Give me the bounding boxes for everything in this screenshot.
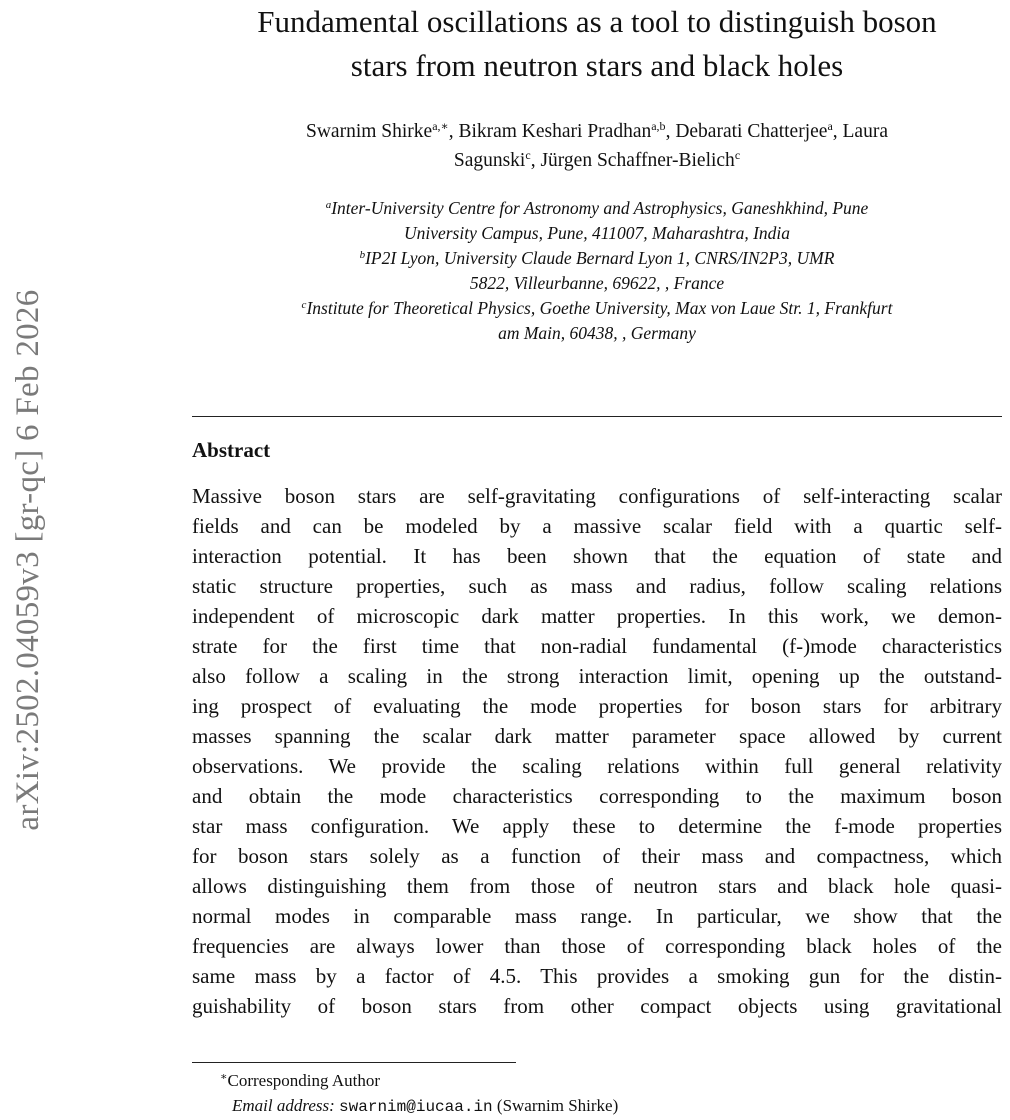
abstract-line: normal modes in comparable mass range. In particular, we show that the — [192, 904, 1002, 928]
abstract-line: same mass by a factor of 4.5. This provides a smoking gun for the distin- — [192, 964, 1002, 988]
abstract-line: star mass configuration. We apply these to determine the f-mode properties — [192, 814, 1002, 838]
author-affil-mark: a,b — [651, 119, 666, 133]
affiliation-line: Inter-University Centre for Astronomy and Astrophysics, Ganeshkhind, Pune — [331, 198, 869, 218]
affil-mark: b — [359, 249, 366, 261]
abstract-line: masses spanning the scalar dark matter parameter space allowed by current — [192, 724, 1002, 748]
email-address[interactable]: swarnim@iucaa.in — [339, 1098, 493, 1116]
author-affil-mark: c — [734, 148, 741, 162]
abstract-line: allows distinguishing them from those of neutron stars and black hole quasi- — [192, 874, 1002, 898]
abstract-line: ing prospect of evaluating the mode properties for boson stars for arbitrary — [192, 694, 1002, 718]
footnote-text: Corresponding Author — [227, 1071, 381, 1090]
abstract-line: fields and can be modeled by a massive scalar field with a quartic self- — [192, 514, 1002, 538]
abstract-line: independent of microscopic dark matter properties. In this work, we demon- — [192, 604, 1002, 628]
abstract-line: static structure properties, such as mass and radius, follow scaling relations — [192, 574, 1002, 598]
separator: , Laura — [832, 121, 888, 142]
author-name: Debarati Chatterjee — [675, 121, 828, 142]
affiliation-line: am Main, 60438, , Germany — [498, 323, 696, 343]
paper-title — [192, 0, 1002, 88]
author-name: Swarnim Shirke — [306, 121, 433, 142]
horizontal-rule — [192, 416, 1002, 417]
abstract-line: interaction potential. It has been shown that the equation of state and — [192, 544, 1002, 568]
separator: , — [448, 121, 459, 142]
author-name: Sagunski — [453, 150, 526, 171]
abstract-line: frequencies are always lower than those of corresponding black holes of the — [192, 934, 1002, 958]
author-affil-mark: a — [827, 119, 833, 133]
email-owner: (Swarnim Shirke) — [496, 1096, 619, 1115]
abstract-line: Massive boson stars are self-gravitating configurations of self-interacting scalar — [192, 484, 1002, 508]
author-list — [192, 117, 1002, 175]
separator: , — [530, 150, 541, 171]
affiliation-line: University Campus, Pune, 411007, Maharashtra, India — [403, 223, 791, 243]
footnote-rule — [192, 1062, 516, 1063]
affil-mark: c — [301, 299, 307, 311]
affiliation-line: IP2I Lyon, University Claude Bernard Lyon 1, CNRS/IN2P3, UMR — [365, 248, 835, 268]
title-line: Fundamental oscillations as a tool to distinguish boson — [257, 4, 937, 39]
affiliation-line: Institute for Theoretical Physics, Goethe University, Max von Laue Str. 1, Frankfurt — [306, 298, 893, 318]
abstract-line: guishability of boson stars from other compact objects using gravitational — [192, 994, 1002, 1018]
footnote-corresponding — [220, 1068, 380, 1093]
author-affil-mark: a,∗ — [432, 119, 449, 133]
abstract-line: for boson stars solely as a function of their mass and compactness, which — [192, 844, 1002, 868]
author-affil-mark: c — [525, 148, 531, 162]
abstract-line: strate for the first time that non-radial fundamental (f-)mode characteristics — [192, 634, 1002, 658]
affil-mark: a — [325, 199, 332, 211]
affiliation-line: 5822, Villeurbanne, 69622, , France — [469, 273, 725, 293]
author-name: Jürgen Schaffner-Bielich — [540, 150, 735, 171]
abstract-line: also follow a scaling in the strong interaction limit, opening up the outstand- — [192, 664, 1002, 688]
author-name: Bikram Keshari Pradhan — [458, 121, 652, 142]
abstract-line: and obtain the mode characteristics corresponding to the maximum boson — [192, 784, 1002, 808]
footnote-email — [232, 1093, 618, 1120]
abstract-line: observations. We provide the scaling relations within full general relativity — [192, 754, 1002, 778]
title-line: stars from neutron stars and black holes — [350, 48, 844, 83]
footnote-mark: ∗ — [220, 1071, 228, 1083]
abstract-heading: Abstract — [192, 438, 271, 462]
abstract-body — [192, 481, 1002, 1021]
affiliations — [192, 196, 1002, 346]
arxiv-sidebar-stamp: arXiv:2502.04059v3 [gr-qc] 6 Feb 2026 — [10, 289, 46, 831]
separator: , — [665, 121, 676, 142]
email-label: Email address: — [232, 1096, 335, 1115]
